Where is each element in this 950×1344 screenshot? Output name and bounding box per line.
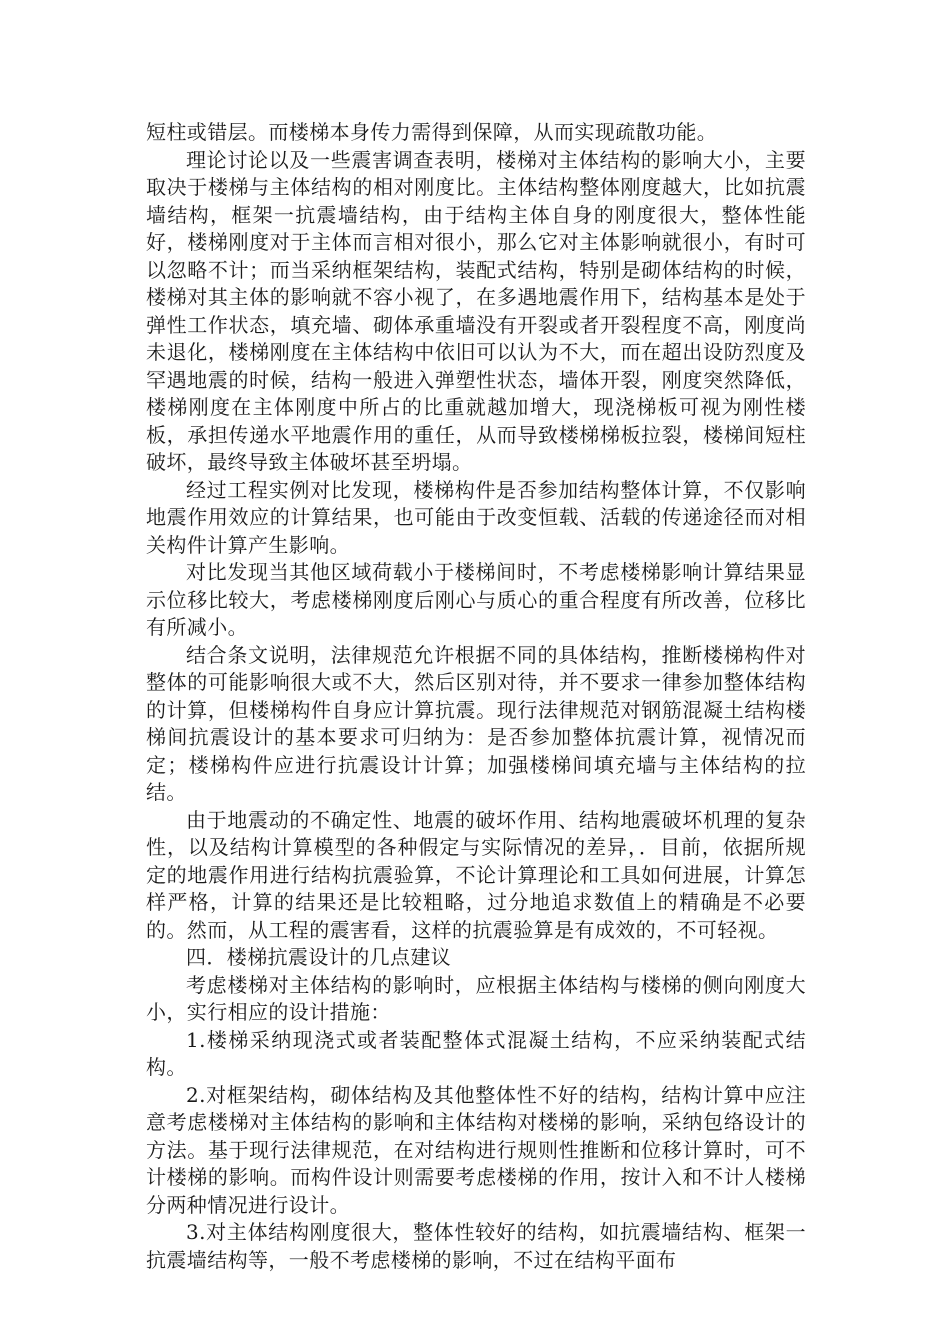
paragraph-design-measures-intro: 考虑楼梯对主体结构的影响时，应根据主体结构与楼梯的侧向刚度大小，实行相应的设计措施： xyxy=(146,972,806,1024)
paragraph-code-requirements: 结合条文说明，法律规范允许根据不同的具体结构，推断楼梯构件对整体的可能影响很大或不大，然后区别对待，并不要求一律参加整体结构的计算，但楼梯构件自身应计算抗震。现行法律规范对钢筋混凝土结构楼梯间抗震设计的基本要求可归纳为：是否参加整体抗震计算，视情况而定；楼梯构件应进行抗震设计计算；加强楼梯间填充墙与主体结构的拉结。 xyxy=(146,642,806,804)
document-page xyxy=(146,119,806,1274)
paragraph-engineering-comparison: 经过工程实例对比发现，楼梯构件是否参加结构整体计算，不仅影响地震作用效应的计算结果，也可能由于改变恒载、活载的传递途径而对相关构件计算产生影响。 xyxy=(146,477,806,557)
paragraph-displacement-ratio: 对比发现当其他区域荷载小于楼梯间时，不考虑楼梯影响计算结果显示位移比较大，考虑楼梯刚度后刚心与质心的重合程度有所改善，位移比有所减小。 xyxy=(146,560,806,639)
paragraph-continuation: 短柱或错层。而楼梯本身传力需得到保障，从而实现疏散功能。 xyxy=(146,120,718,144)
paragraph-stair-stiffness-theory: 理论讨论以及一些震害调查表明，楼梯对主体结构的影响大小，主要取决于楼梯与主体结构的相对刚度比。主体结构整体刚度越大，比如抗震墙结构，框架一抗震墙结构，由于结构主体自身的刚度很大，整体性能好，楼梯刚度对于主体而言相对很小，那么它对主体影响就很小，有时可以忽略不计；而当采纳框架结构，装配式结构，特别是砌体结构的时候，楼梯对其主体的影响就不容小视了，在多遇地震作用下，结构基本是处于弹性工作状态，填充墙、砌体承重墙没有开裂或者开裂程度不高，刚度尚未退化，楼梯刚度在主体结构中依旧可以认为不大，而在超出设防烈度及罕遇地震的时候，结构一般进入弹塑性状态，墙体开裂，刚度突然降低，楼梯刚度在主体刚度中所占的比重就越加增大，现浇梯板可视为刚性楼板，承担传递水平地震作用的重任，从而导致楼梯梯板拉裂，楼梯间短柱破坏，最终导致主体破坏甚至坍塌。 xyxy=(146,147,806,474)
list-item-1: 1.楼梯采纳现浇式或者装配整体式混凝土结构，不应采纳装配式结构。 xyxy=(146,1027,806,1079)
paragraph-seismic-uncertainty: 由于地震动的不确定性、地震的破坏作用、结构地震破坏机理的复杂性，以及结构计算模型的各种假定与实际情况的差异，．目前，依据所规定的地震作用进行结构抗震验算，不论计算理论和工具如何进展，计算怎样严格，计算的结果还是比较粗略，过分地追求数值上的精确是不必要的。然而，从工程的震害看，这样的抗震验算是有成效的，不可轻视。 xyxy=(146,807,806,942)
section-heading-recommendations: 四．楼梯抗震设计的几点建议 xyxy=(186,945,452,969)
list-item-3: 3.对主体结构刚度很大，整体性较好的结构，如抗震墙结构、框架一抗震墙结构等，一般不考虑楼梯的影响，不过在结构平面布 xyxy=(146,1220,806,1272)
list-item-2: 2.对框架结构，砌体结构及其他整体性不好的结构，结构计算中应注意考虑楼梯对主体结构的影响和主体结构对楼梯的影响，采纳包络设计的方法。基于现行法律规范，在对结构进行规则性推断和位移计算时，可不计楼梯的影响。而构件设计则需要考虑楼梯的作用，按计入和不计人楼梯分两种情况进行设计。 xyxy=(146,1082,806,1217)
